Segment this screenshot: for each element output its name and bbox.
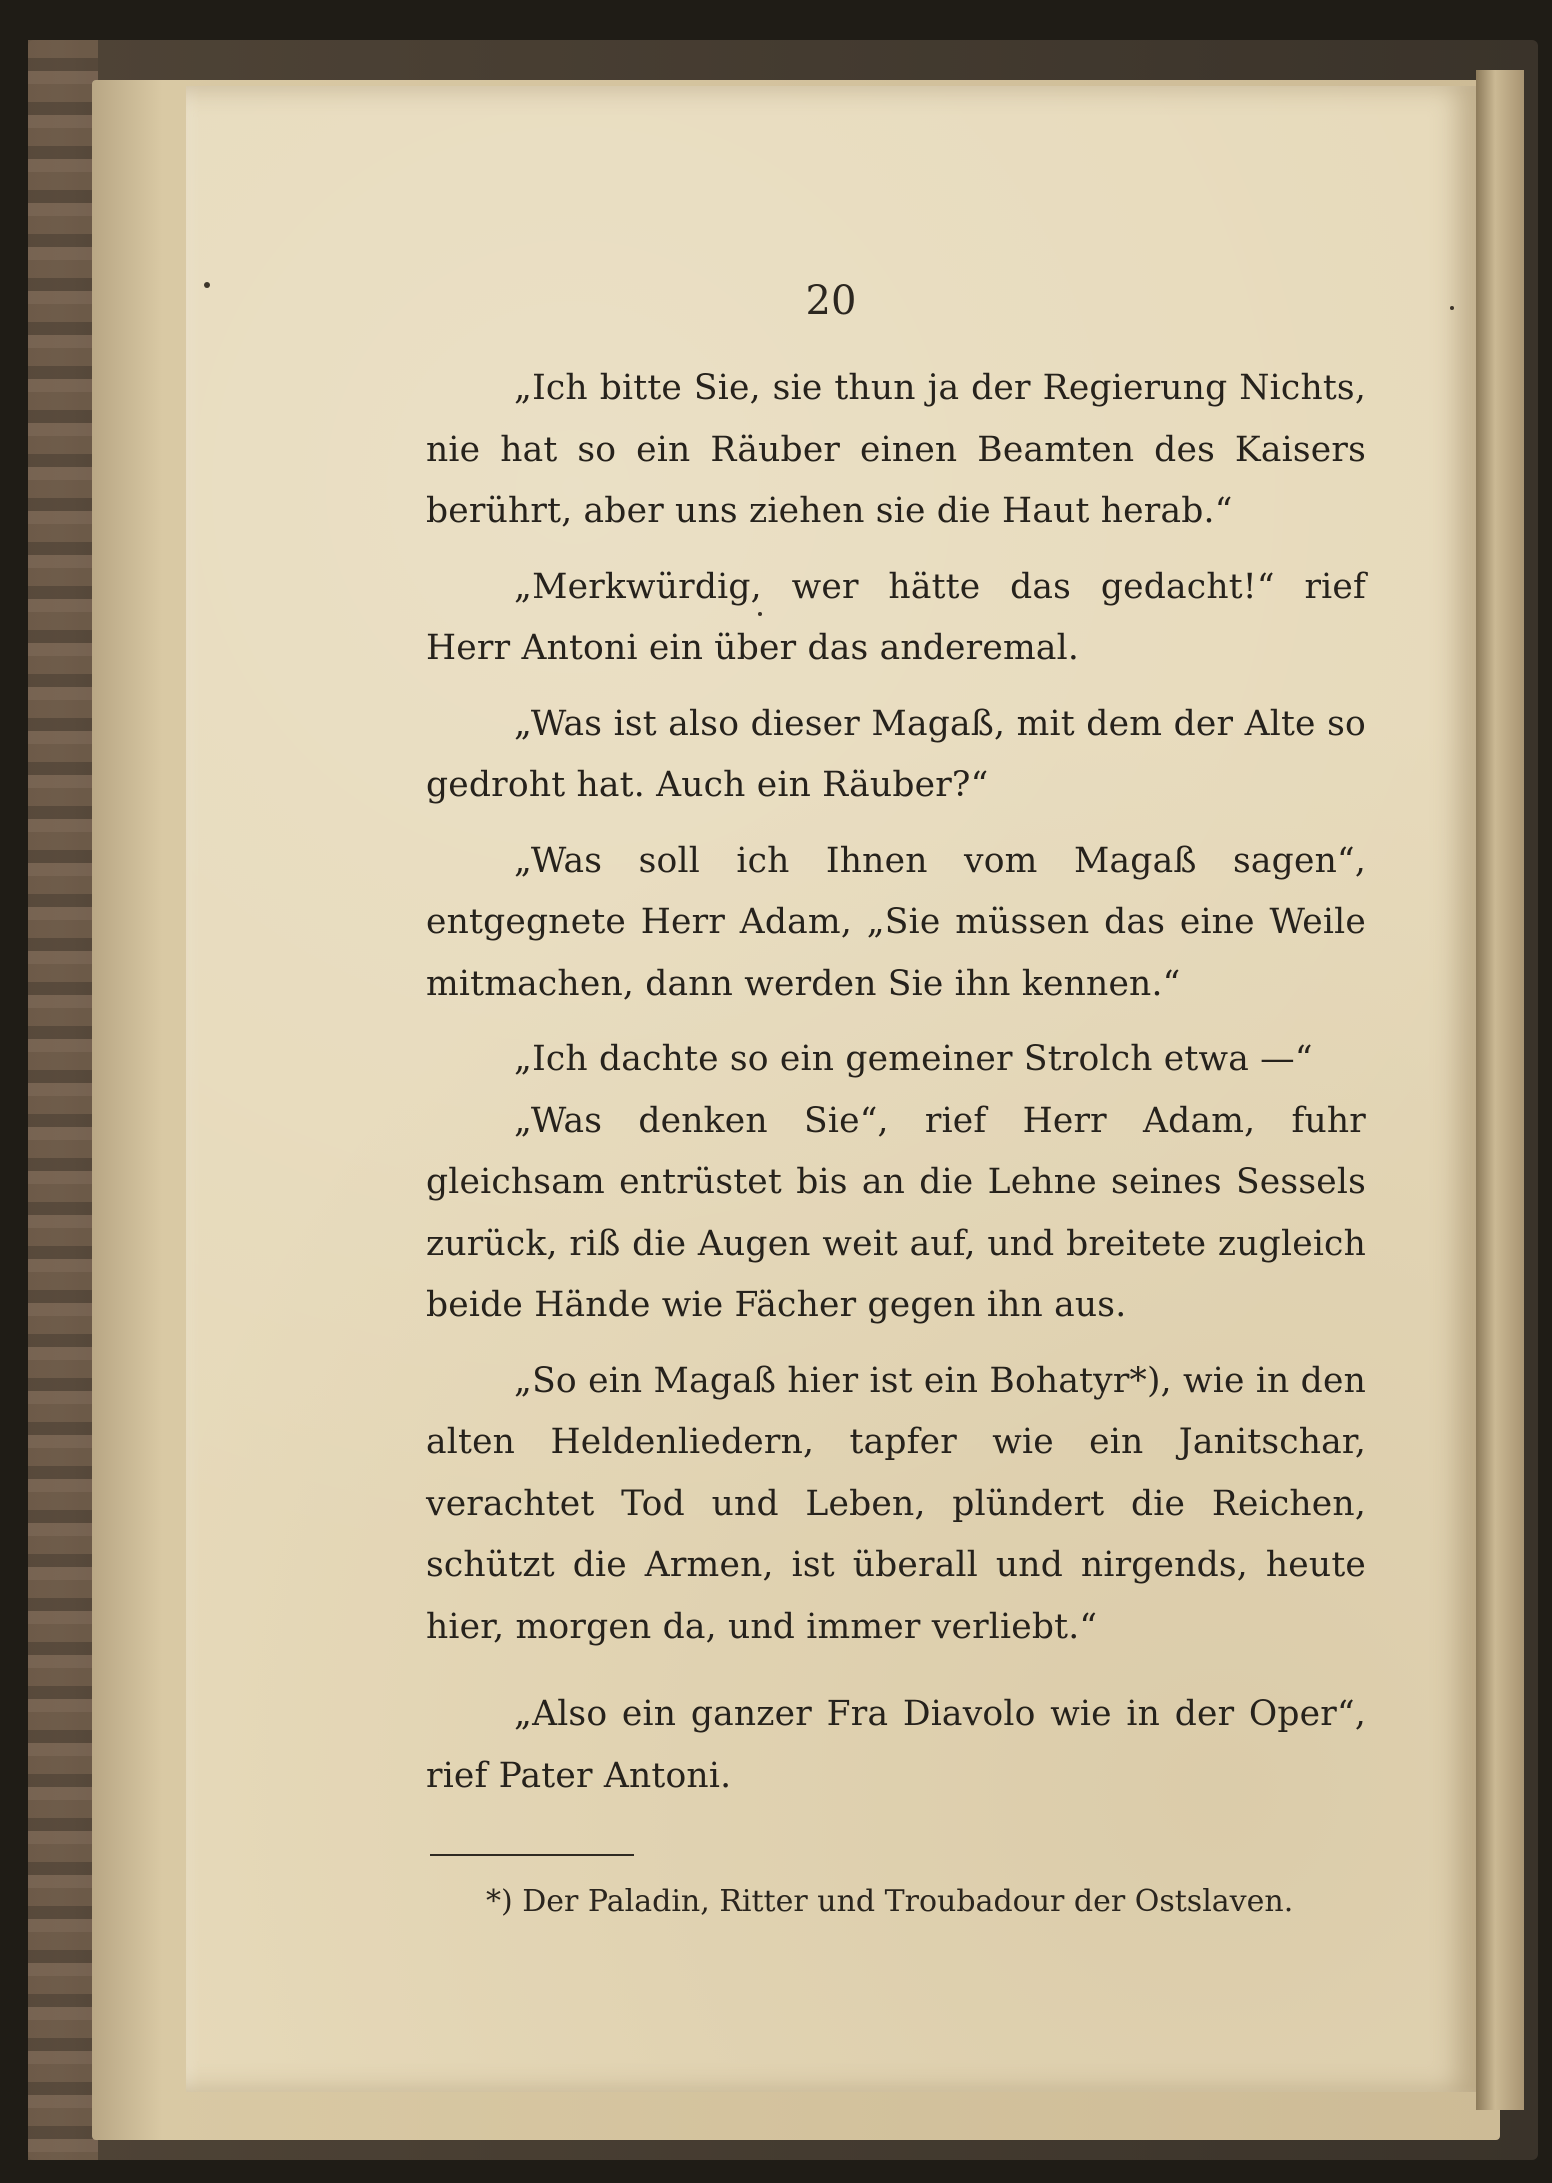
page-body xyxy=(426,358,1366,1807)
footnote: *) Der Paladin, Ritter und Troubadour der Ostslaven. xyxy=(486,1884,1294,1919)
paragraph: „So ein Magaß hier ist ein Bohatyr*), wie in den alten Heldenliedern, tapfer wie ein Janitschar, verachtet Tod und Leben, plündert die Reichen, schützt die Armen, ist überall und nirgends, heute hier, morgen da, und immer verliebt.“ xyxy=(426,1360,1366,1647)
ink-fleck xyxy=(758,612,762,616)
page-number: 20 xyxy=(805,278,857,324)
paragraph: „Was ist also dieser Magaß, mit dem der Alte so gedroht hat. Auch ein Räuber?“ xyxy=(426,703,1366,805)
ink-fleck xyxy=(204,282,210,288)
paragraph: „Merkwürdig, wer hätte das gedacht!“ rief Herr Antoni ein über das anderemal. xyxy=(426,566,1366,668)
paragraph: „Ich dachte so ein gemeiner Strolch etwa —“ xyxy=(514,1039,1313,1079)
paragraph: „Was soll ich Ihnen vom Magaß sagen“, entgegnete Herr Adam, „Sie müssen das eine Weile mitmachen, dann werden Sie ihn kennen.“ xyxy=(426,840,1366,1004)
paragraph: „Was denken Sie“, rief Herr Adam, fuhr gleichsam entrüstet bis an die Lehne seines Sessels zurück, riß die Augen weit auf, und breitete zugleich beide Hände wie Fächer gegen ihn aus. xyxy=(426,1100,1366,1325)
book-page xyxy=(186,86,1476,2092)
footnote-divider xyxy=(430,1854,634,1856)
paragraph: „Also ein ganzer Fra Diavolo wie in der Oper“, rief Pater Antoni. xyxy=(426,1694,1366,1796)
ink-fleck xyxy=(1450,306,1454,310)
next-page-edge xyxy=(1476,70,1524,2110)
paragraph: „Ich bitte Sie, sie thun ja der Regierung Nichts, nie hat so ein Räuber einen Beamten des Kaisers berührt, aber uns ziehen sie die Haut herab.“ xyxy=(426,368,1366,531)
book-spine xyxy=(28,40,98,2160)
